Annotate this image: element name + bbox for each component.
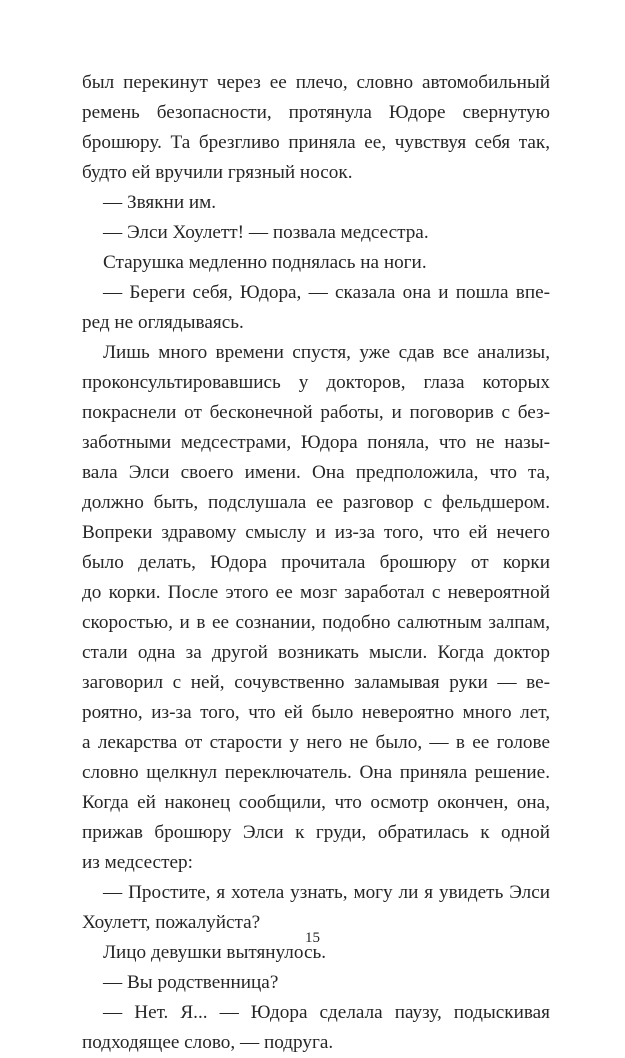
text-line: Когда ей наконец сообщили, что осмотр окончен, она, [82,792,550,813]
text-line: заботными медсестрами, Юдора поняла, что не назы- [82,432,550,453]
text-line: Старушка медленно поднялась на ноги. [103,252,427,273]
text-line: скоростью, и в ее сознании, подобно салютным залпам, [82,612,550,633]
text-line: — Элси Хоулетт! — позвала медсестра. [103,222,429,243]
text-line: Лишь много времени спустя, уже сдав все анализы, [103,342,550,363]
text-line: а лекарства от старости у него не было, — в ее голове [82,732,550,753]
text-line: Вопреки здравому смыслу и из-за того, что ей нечего [82,522,550,543]
text-line: брошюру. Та брезгливо приняла ее, чувствуя себя так, [82,132,550,153]
page-number: 15 [305,930,320,946]
text-line: словно щелкнул переключатель. Она приняла решение. [82,762,550,783]
text-line: должно быть, подслушала ее разговор с фельдшером. [82,492,550,513]
text-line: ремень безопасности, протянула Юдоре свернутую [82,102,550,123]
text-line: прижав брошюру Элси к груди, обратилась к одной [82,822,550,843]
text-line: будто ей вручили грязный носок. [82,162,353,183]
text-line: — Простите, я хотела узнать, могу ли я увидеть Элси [103,882,550,903]
text-line: Хоулетт, пожалуйста? [82,912,261,933]
body-text [82,68,550,1058]
text-line: — Береги себя, Юдора, — сказала она и пошла впе- [103,282,550,303]
text-line: — Нет. Я... — Юдора сделала паузу, подыскивая [103,1002,550,1023]
text-line: заговорил с ней, сочувственно заламывая руки — ве- [82,672,550,693]
text-line: подходящее слово, — подруга. [82,1032,334,1053]
text-line: был перекинут через ее плечо, словно автомобильный [82,72,550,93]
text-line: роятно, из-за того, что ей было невероятно много лет, [82,702,550,723]
text-line: вала Элси своего имени. Она предположила, что та, [82,462,550,483]
text-line: стали одна за другой возникать мысли. Когда доктор [82,642,550,663]
text-line: покраснели от бесконечной работы, и поговорив с без- [82,402,550,423]
text-line: проконсультировавшись у докторов, глаза которых [82,372,550,393]
text-line: ред не оглядываясь. [82,312,244,333]
text-line: Лицо девушки вытянулось. [103,942,327,963]
text-line: из медсестер: [82,852,193,873]
text-line: до корки. После этого ее мозг заработал с невероятной [82,582,550,603]
text-line: было делать, Юдора прочитала брошюру от корки [82,552,550,573]
text-line: — Звякни им. [103,192,217,213]
text-line: — Вы родственница? [103,972,279,993]
